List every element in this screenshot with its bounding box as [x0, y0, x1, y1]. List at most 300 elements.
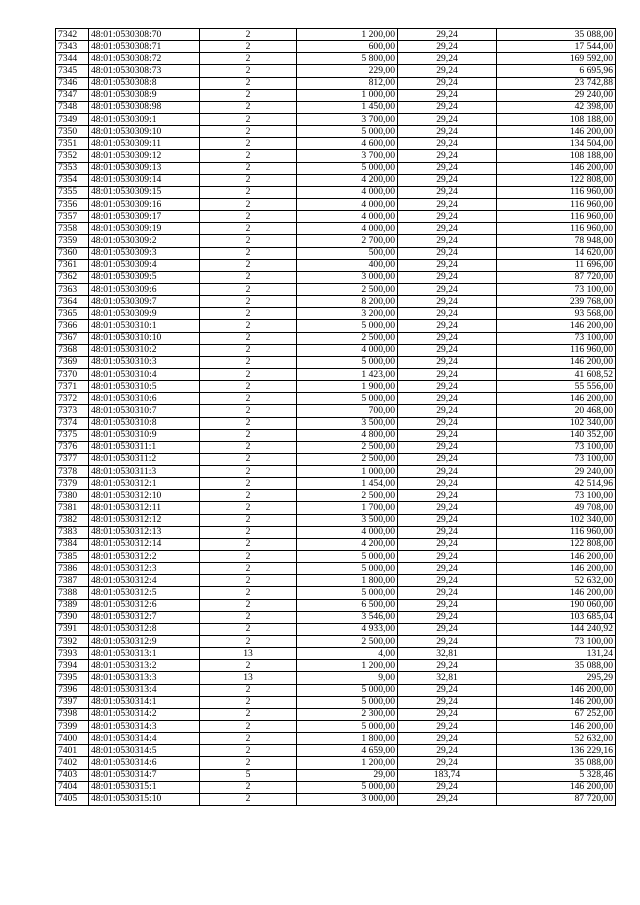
table-row	[56, 198, 616, 210]
area-cell: 5 000,00	[297, 393, 398, 405]
rate-cell: 29,24	[398, 478, 497, 490]
cadastral-number-cell: 48:01:0530309:4	[89, 259, 200, 271]
cadastral-number-cell: 48:01:0530310:8	[89, 417, 200, 429]
cadastral-number-cell: 48:01:0530309:6	[89, 283, 200, 295]
row-number-cell: 7388	[56, 587, 89, 599]
cadastral-number-cell: 48:01:0530308:72	[89, 53, 200, 65]
value-cell: 146 200,00	[497, 393, 616, 405]
rate-cell: 29,24	[398, 502, 497, 514]
table-row	[56, 381, 616, 393]
category-cell: 2	[200, 757, 297, 769]
table-row	[56, 636, 616, 648]
rate-cell: 29,24	[398, 684, 497, 696]
cadastral-number-cell: 48:01:0530313:2	[89, 660, 200, 672]
rate-cell: 29,24	[398, 393, 497, 405]
rate-cell: 29,24	[398, 126, 497, 138]
cadastral-number-cell: 48:01:0530315:10	[89, 793, 200, 805]
area-cell: 8 200,00	[297, 296, 398, 308]
rate-cell: 29,24	[398, 793, 497, 805]
value-cell: 116 960,00	[497, 344, 616, 356]
table-row	[56, 186, 616, 198]
table-row	[56, 769, 616, 781]
row-number-cell: 7403	[56, 769, 89, 781]
rate-cell: 29,24	[398, 29, 497, 41]
table-body	[56, 29, 616, 806]
value-cell: 146 200,00	[497, 320, 616, 332]
category-cell: 2	[200, 89, 297, 101]
cadastral-number-cell: 48:01:0530311:3	[89, 466, 200, 478]
rate-cell: 29,24	[398, 53, 497, 65]
rate-cell: 29,24	[398, 611, 497, 623]
cadastral-number-cell: 48:01:0530314:1	[89, 696, 200, 708]
area-cell: 1 000,00	[297, 89, 398, 101]
cadastral-number-cell: 48:01:0530310:4	[89, 368, 200, 380]
area-cell: 4 000,00	[297, 186, 398, 198]
table-row	[56, 441, 616, 453]
row-number-cell: 7359	[56, 235, 89, 247]
cadastral-number-cell: 48:01:0530314:7	[89, 769, 200, 781]
rate-cell: 29,24	[398, 490, 497, 502]
cadastral-number-cell: 48:01:0530312:14	[89, 538, 200, 550]
value-cell: 116 960,00	[497, 186, 616, 198]
area-cell: 9,00	[297, 672, 398, 684]
rate-cell: 29,24	[398, 89, 497, 101]
category-cell: 2	[200, 162, 297, 174]
rate-cell: 29,24	[398, 587, 497, 599]
rate-cell: 29,24	[398, 660, 497, 672]
value-cell: 17 544,00	[497, 41, 616, 53]
table-row	[56, 708, 616, 720]
rate-cell: 29,24	[398, 198, 497, 210]
row-number-cell: 7349	[56, 113, 89, 125]
rate-cell: 29,24	[398, 733, 497, 745]
table-row	[56, 320, 616, 332]
area-cell: 1 200,00	[297, 29, 398, 41]
category-cell: 2	[200, 223, 297, 235]
value-cell: 93 568,00	[497, 308, 616, 320]
table-row	[56, 466, 616, 478]
rate-cell: 29,24	[398, 636, 497, 648]
row-number-cell: 7380	[56, 490, 89, 502]
value-cell: 116 960,00	[497, 198, 616, 210]
value-cell: 23 742,88	[497, 77, 616, 89]
area-cell: 2 700,00	[297, 235, 398, 247]
cadastral-number-cell: 48:01:0530310:2	[89, 344, 200, 356]
value-cell: 29 240,00	[497, 89, 616, 101]
cadastral-number-cell: 48:01:0530312:8	[89, 623, 200, 635]
rate-cell: 29,24	[398, 320, 497, 332]
cadastral-number-cell: 48:01:0530312:5	[89, 587, 200, 599]
category-cell: 2	[200, 708, 297, 720]
category-cell: 2	[200, 235, 297, 247]
row-number-cell: 7353	[56, 162, 89, 174]
category-cell: 2	[200, 29, 297, 41]
category-cell: 2	[200, 41, 297, 53]
table-row	[56, 271, 616, 283]
row-number-cell: 7405	[56, 793, 89, 805]
table-row	[56, 53, 616, 65]
rate-cell: 29,24	[398, 441, 497, 453]
area-cell: 2 500,00	[297, 490, 398, 502]
rate-cell: 29,24	[398, 162, 497, 174]
row-number-cell: 7368	[56, 344, 89, 356]
category-cell: 2	[200, 636, 297, 648]
area-cell: 5 000,00	[297, 551, 398, 563]
row-number-cell: 7374	[56, 417, 89, 429]
category-cell: 2	[200, 77, 297, 89]
area-cell: 5 000,00	[297, 684, 398, 696]
row-number-cell: 7364	[56, 296, 89, 308]
rate-cell: 183,74	[398, 769, 497, 781]
rate-cell: 29,24	[398, 186, 497, 198]
value-cell: 49 708,00	[497, 502, 616, 514]
value-cell: 73 100,00	[497, 453, 616, 465]
row-number-cell: 7402	[56, 757, 89, 769]
cadastral-number-cell: 48:01:0530309:13	[89, 162, 200, 174]
rate-cell: 29,24	[398, 41, 497, 53]
table-row	[56, 514, 616, 526]
row-number-cell: 7366	[56, 320, 89, 332]
category-cell: 2	[200, 575, 297, 587]
area-cell: 29,00	[297, 769, 398, 781]
value-cell: 52 632,00	[497, 575, 616, 587]
row-number-cell: 7351	[56, 138, 89, 150]
rate-cell: 29,24	[398, 211, 497, 223]
category-cell: 2	[200, 781, 297, 793]
category-cell: 2	[200, 271, 297, 283]
row-number-cell: 7370	[56, 368, 89, 380]
table-row	[56, 162, 616, 174]
value-cell: 102 340,00	[497, 514, 616, 526]
row-number-cell: 7375	[56, 429, 89, 441]
area-cell: 5 000,00	[297, 781, 398, 793]
value-cell: 146 200,00	[497, 684, 616, 696]
cadastral-number-cell: 48:01:0530308:73	[89, 65, 200, 77]
cadastral-number-cell: 48:01:0530314:6	[89, 757, 200, 769]
cadastral-number-cell: 48:01:0530309:10	[89, 126, 200, 138]
area-cell: 2 500,00	[297, 283, 398, 295]
rate-cell: 29,24	[398, 77, 497, 89]
table-row	[56, 150, 616, 162]
category-cell: 2	[200, 684, 297, 696]
table-row	[56, 29, 616, 41]
value-cell: 87 720,00	[497, 271, 616, 283]
value-cell: 134 504,00	[497, 138, 616, 150]
area-cell: 1 200,00	[297, 660, 398, 672]
table-row	[56, 429, 616, 441]
cadastral-number-cell: 48:01:0530310:5	[89, 381, 200, 393]
area-cell: 5 000,00	[297, 587, 398, 599]
cadastral-number-cell: 48:01:0530308:9	[89, 89, 200, 101]
row-number-cell: 7383	[56, 526, 89, 538]
category-cell: 2	[200, 696, 297, 708]
area-cell: 1 423,00	[297, 368, 398, 380]
area-cell: 5 000,00	[297, 721, 398, 733]
category-cell: 13	[200, 672, 297, 684]
table-row	[56, 211, 616, 223]
rate-cell: 29,24	[398, 235, 497, 247]
value-cell: 169 592,00	[497, 53, 616, 65]
area-cell: 1 800,00	[297, 575, 398, 587]
rate-cell: 29,24	[398, 526, 497, 538]
table-row	[56, 575, 616, 587]
table-row	[56, 368, 616, 380]
value-cell: 108 188,00	[497, 150, 616, 162]
table-row	[56, 283, 616, 295]
table-row	[56, 781, 616, 793]
cadastral-number-cell: 48:01:0530312:2	[89, 551, 200, 563]
cadastral-number-cell: 48:01:0530312:1	[89, 478, 200, 490]
table-row	[56, 101, 616, 113]
rate-cell: 29,24	[398, 174, 497, 186]
cadastral-number-cell: 48:01:0530309:2	[89, 235, 200, 247]
cadastral-number-cell: 48:01:0530310:3	[89, 356, 200, 368]
category-cell: 2	[200, 551, 297, 563]
category-cell: 2	[200, 186, 297, 198]
category-cell: 2	[200, 283, 297, 295]
row-number-cell: 7382	[56, 514, 89, 526]
area-cell: 3 700,00	[297, 113, 398, 125]
value-cell: 140 352,00	[497, 429, 616, 441]
category-cell: 2	[200, 344, 297, 356]
value-cell: 146 200,00	[497, 721, 616, 733]
rate-cell: 29,24	[398, 259, 497, 271]
cadastral-number-cell: 48:01:0530314:2	[89, 708, 200, 720]
cadastral-number-cell: 48:01:0530312:4	[89, 575, 200, 587]
row-number-cell: 7361	[56, 259, 89, 271]
rate-cell: 29,24	[398, 538, 497, 550]
cadastral-number-cell: 48:01:0530309:3	[89, 247, 200, 259]
rate-cell: 29,24	[398, 721, 497, 733]
cadastral-number-cell: 48:01:0530314:3	[89, 721, 200, 733]
area-cell: 2 300,00	[297, 708, 398, 720]
cadastral-number-cell: 48:01:0530309:1	[89, 113, 200, 125]
value-cell: 122 808,00	[497, 174, 616, 186]
row-number-cell: 7354	[56, 174, 89, 186]
cadastral-number-cell: 48:01:0530314:5	[89, 745, 200, 757]
category-cell: 2	[200, 490, 297, 502]
table-row	[56, 538, 616, 550]
rate-cell: 29,24	[398, 466, 497, 478]
area-cell: 2 500,00	[297, 441, 398, 453]
table-row	[56, 611, 616, 623]
cadastral-number-cell: 48:01:0530308:70	[89, 29, 200, 41]
category-cell: 2	[200, 623, 297, 635]
value-cell: 295,29	[497, 672, 616, 684]
category-cell: 2	[200, 417, 297, 429]
rate-cell: 29,24	[398, 563, 497, 575]
category-cell: 2	[200, 514, 297, 526]
row-number-cell: 7390	[56, 611, 89, 623]
value-cell: 116 960,00	[497, 223, 616, 235]
cadastral-number-cell: 48:01:0530315:1	[89, 781, 200, 793]
area-cell: 4 600,00	[297, 138, 398, 150]
cadastral-number-cell: 48:01:0530309:5	[89, 271, 200, 283]
row-number-cell: 7401	[56, 745, 89, 757]
value-cell: 146 200,00	[497, 781, 616, 793]
row-number-cell: 7357	[56, 211, 89, 223]
value-cell: 146 200,00	[497, 696, 616, 708]
area-cell: 4 000,00	[297, 198, 398, 210]
table-row	[56, 551, 616, 563]
value-cell: 35 088,00	[497, 660, 616, 672]
row-number-cell: 7384	[56, 538, 89, 550]
cadastral-number-cell: 48:01:0530308:71	[89, 41, 200, 53]
area-cell: 3 700,00	[297, 150, 398, 162]
value-cell: 73 100,00	[497, 636, 616, 648]
value-cell: 116 960,00	[497, 526, 616, 538]
table-row	[56, 126, 616, 138]
area-cell: 6 500,00	[297, 599, 398, 611]
table-row	[56, 733, 616, 745]
table-row	[56, 502, 616, 514]
table-row	[56, 308, 616, 320]
value-cell: 35 088,00	[497, 757, 616, 769]
value-cell: 144 240,92	[497, 623, 616, 635]
category-cell: 2	[200, 478, 297, 490]
area-cell: 600,00	[297, 41, 398, 53]
value-cell: 29 240,00	[497, 466, 616, 478]
category-cell: 2	[200, 65, 297, 77]
area-cell: 3 500,00	[297, 417, 398, 429]
table-row	[56, 417, 616, 429]
area-cell: 1 700,00	[297, 502, 398, 514]
value-cell: 146 200,00	[497, 126, 616, 138]
row-number-cell: 7362	[56, 271, 89, 283]
category-cell: 2	[200, 53, 297, 65]
category-cell: 2	[200, 502, 297, 514]
value-cell: 6 695,96	[497, 65, 616, 77]
area-cell: 1 800,00	[297, 733, 398, 745]
rate-cell: 29,24	[398, 356, 497, 368]
category-cell: 2	[200, 259, 297, 271]
area-cell: 1 450,00	[297, 101, 398, 113]
value-cell: 41 608,52	[497, 368, 616, 380]
table-row	[56, 623, 616, 635]
table-row	[56, 648, 616, 660]
table-row	[56, 41, 616, 53]
table-row	[56, 356, 616, 368]
area-cell: 2 500,00	[297, 453, 398, 465]
value-cell: 42 514,96	[497, 478, 616, 490]
row-number-cell: 7381	[56, 502, 89, 514]
area-cell: 4 000,00	[297, 344, 398, 356]
row-number-cell: 7392	[56, 636, 89, 648]
area-cell: 1 454,00	[297, 478, 398, 490]
category-cell: 2	[200, 441, 297, 453]
cadastral-number-cell: 48:01:0530309:12	[89, 150, 200, 162]
value-cell: 73 100,00	[497, 283, 616, 295]
rate-cell: 29,24	[398, 344, 497, 356]
row-number-cell: 7363	[56, 283, 89, 295]
cadastral-number-cell: 48:01:0530308:98	[89, 101, 200, 113]
value-cell: 131,24	[497, 648, 616, 660]
value-cell: 146 200,00	[497, 551, 616, 563]
category-cell: 2	[200, 198, 297, 210]
area-cell: 5 000,00	[297, 563, 398, 575]
cadastral-number-cell: 48:01:0530313:3	[89, 672, 200, 684]
row-number-cell: 7377	[56, 453, 89, 465]
rate-cell: 29,24	[398, 150, 497, 162]
category-cell: 2	[200, 563, 297, 575]
rate-cell: 29,24	[398, 113, 497, 125]
rate-cell: 29,24	[398, 308, 497, 320]
table-row	[56, 138, 616, 150]
row-number-cell: 7378	[56, 466, 89, 478]
table-row	[56, 344, 616, 356]
table-row	[56, 721, 616, 733]
area-cell: 4 000,00	[297, 223, 398, 235]
area-cell: 1 200,00	[297, 757, 398, 769]
value-cell: 146 200,00	[497, 162, 616, 174]
area-cell: 1 900,00	[297, 381, 398, 393]
value-cell: 239 768,00	[497, 296, 616, 308]
table-row	[56, 332, 616, 344]
table-row	[56, 490, 616, 502]
cadastral-number-cell: 48:01:0530309:19	[89, 223, 200, 235]
area-cell: 5 000,00	[297, 126, 398, 138]
rate-cell: 29,24	[398, 745, 497, 757]
rate-cell: 29,24	[398, 551, 497, 563]
area-cell: 4 659,00	[297, 745, 398, 757]
table-row	[56, 599, 616, 611]
category-cell: 2	[200, 332, 297, 344]
row-number-cell: 7394	[56, 660, 89, 672]
row-number-cell: 7347	[56, 89, 89, 101]
area-cell: 3 500,00	[297, 514, 398, 526]
cadastral-number-cell: 48:01:0530309:9	[89, 308, 200, 320]
rate-cell: 29,24	[398, 223, 497, 235]
table-row	[56, 296, 616, 308]
value-cell: 73 100,00	[497, 441, 616, 453]
row-number-cell: 7345	[56, 65, 89, 77]
area-cell: 229,00	[297, 65, 398, 77]
cadastral-number-cell: 48:01:0530312:13	[89, 526, 200, 538]
category-cell: 2	[200, 150, 297, 162]
category-cell: 13	[200, 648, 297, 660]
table-row	[56, 174, 616, 186]
row-number-cell: 7387	[56, 575, 89, 587]
table-row	[56, 393, 616, 405]
cadastral-number-cell: 48:01:0530312:6	[89, 599, 200, 611]
category-cell: 2	[200, 320, 297, 332]
table-row	[56, 453, 616, 465]
value-cell: 78 948,00	[497, 235, 616, 247]
value-cell: 35 088,00	[497, 29, 616, 41]
row-number-cell: 7404	[56, 781, 89, 793]
row-number-cell: 7360	[56, 247, 89, 259]
category-cell: 2	[200, 101, 297, 113]
row-number-cell: 7372	[56, 393, 89, 405]
rate-cell: 29,24	[398, 696, 497, 708]
rate-cell: 29,24	[398, 65, 497, 77]
category-cell: 2	[200, 393, 297, 405]
category-cell: 2	[200, 381, 297, 393]
cadastral-number-cell: 48:01:0530309:15	[89, 186, 200, 198]
rate-cell: 29,24	[398, 453, 497, 465]
row-number-cell: 7396	[56, 684, 89, 696]
category-cell: 2	[200, 599, 297, 611]
row-number-cell: 7398	[56, 708, 89, 720]
table-row	[56, 247, 616, 259]
row-number-cell: 7356	[56, 198, 89, 210]
cadastral-number-cell: 48:01:0530314:4	[89, 733, 200, 745]
value-cell: 20 468,00	[497, 405, 616, 417]
value-cell: 146 200,00	[497, 587, 616, 599]
area-cell: 3 200,00	[297, 308, 398, 320]
category-cell: 2	[200, 126, 297, 138]
category-cell: 2	[200, 138, 297, 150]
